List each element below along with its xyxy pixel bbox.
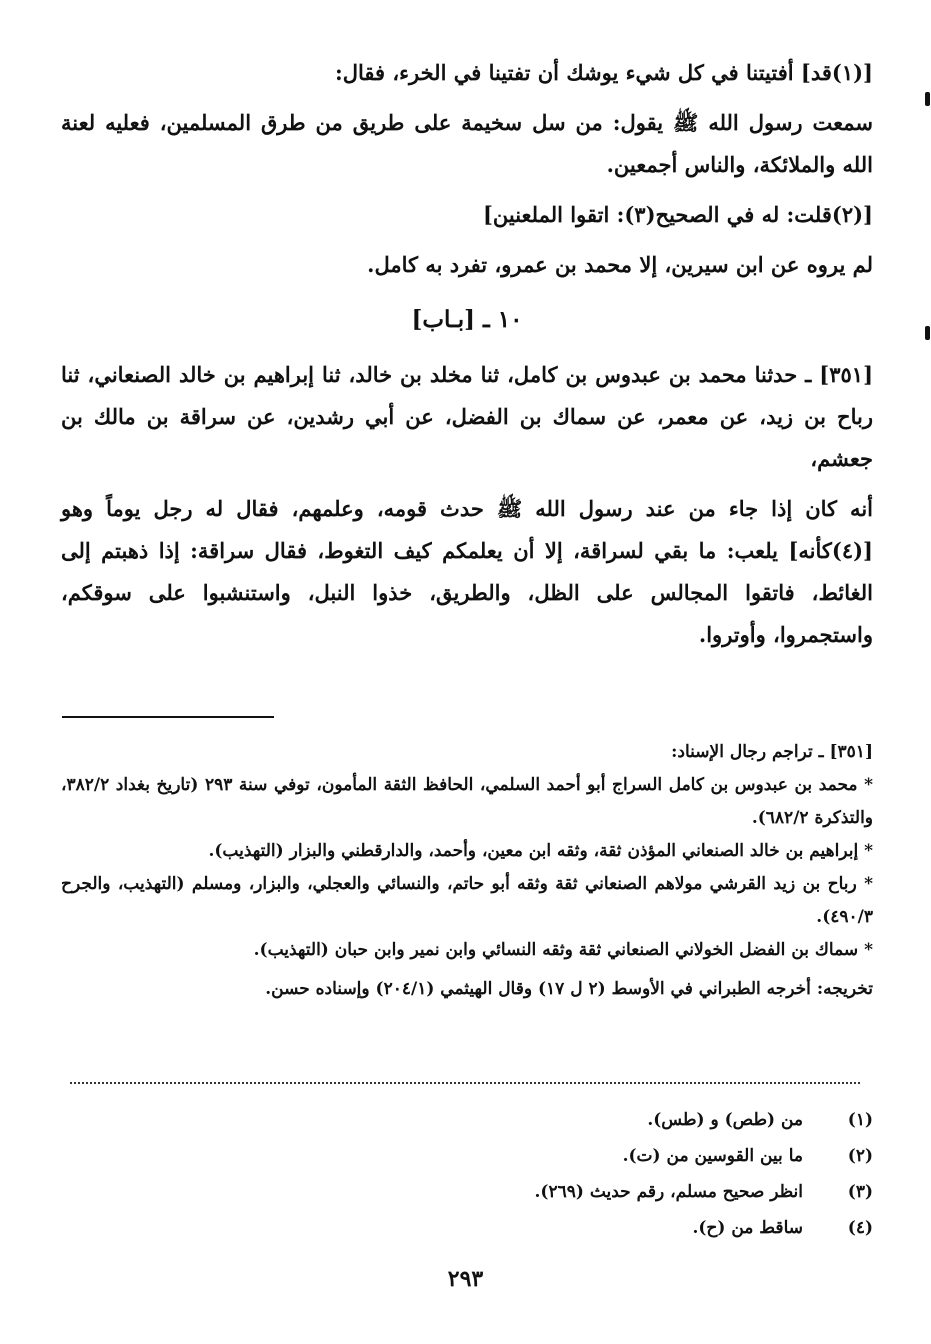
note-item: * رباح بن زيد القرشي مولاهم الصنعاني ثقة وثقه أبو حاتم، والنسائي والعجلي، والبزار، ومسلم (التهذيب، والجرح ٤٩٠/٣). — [61, 874, 873, 927]
chapter-heading: ١٠ ـ [بـاب] — [411, 306, 523, 333]
footnote-text: انظر صحيح مسلم، رقم حديث (٢٦٩). — [534, 1182, 803, 1202]
note-item: * إبراهيم بن خالد الصنعاني المؤذن ثقة، وثقه ابن معين، وأحمد، والدارقطني والبزار (التهذيب). — [208, 841, 873, 861]
paragraph-sahih-note: [(٢)قلت: له في الصحيح(٣): اتقوا الملعنين] — [482, 202, 873, 227]
paragraph-fatwa: [(١)قد] أفتيتنا في كل شيء يوشك أن تفتينا في الخرء، فقال: — [335, 60, 873, 85]
footnote-row — [61, 1174, 873, 1210]
paragraph-hadith-text: سمعت رسول الله ﷺ يقول: من سل سخيمة على طريق من طرق المسلمين، فعليه لعنة الله والملائكة، والناس أجمعين. — [61, 110, 873, 177]
note-item: * سماك بن الفضل الخولاني الصنعاني ثقة وثقه النسائي وابن نمير وابن حبان (التهذيب). — [253, 940, 873, 960]
footnotes — [61, 1102, 873, 1246]
paragraph-isnad — [61, 354, 873, 480]
margin-mark-top — [925, 92, 930, 106]
margin-mark-middle — [925, 326, 930, 340]
footnote-text: ما بين القوسين من (ت). — [622, 1146, 803, 1166]
footnote-text: ساقط من (ح). — [692, 1218, 803, 1238]
footnotes-divider — [70, 1082, 860, 1084]
isnad-text: حدثنا محمد بن عبدوس بن كامل، ثنا مخلد بن خالد، ثنا إبراهيم بن خالد الصنعاني، ثنا رباح بن زيد، عن معمر، عن سماك بن الفضل، عن أبي رشدين، عن سراقة بن مالك بن جعشم، — [61, 362, 873, 471]
footnote-row — [61, 1102, 873, 1138]
page-number: ٢٩٣ — [447, 1266, 484, 1292]
paragraph-tafarrud: لم يروه عن ابن سيرين، إلا محمد بن عمرو، تفرد به كامل. — [367, 252, 873, 277]
footnote-row — [61, 1138, 873, 1174]
main-text — [61, 52, 873, 656]
narrator-notes — [61, 736, 873, 1006]
notes-title: [٣٥١] ـ تراجم رجال الإسناد: — [671, 742, 873, 762]
notes-divider — [62, 716, 274, 718]
footnote-number: (١) — [847, 1110, 873, 1130]
paragraph-matn: أنه كان إذا جاء من عند رسول الله ﷺ حدث قومه، وعلمهم، فقال له رجل يوماً وهو [(٤)كأنه] يلعب: ما بقي لسراقة، إلا أن يعلمكم كيف التغوط، فقال سراقة: إذا ذهبتم إلى الغائط، فاتقوا المجالس على الظل، والطريق، خذوا النبل، واستنشبوا على سوقكم، واستجمروا، وأوتروا. — [61, 496, 873, 647]
footnote-number: (٢) — [847, 1146, 873, 1166]
takhrij-note: تخريجه: أخرجه الطبراني في الأوسط (٢ ل ١٧) وقال الهيثمي (٢٠٤/١) وإسناده حسن. — [265, 979, 873, 999]
note-item: * محمد بن عبدوس بن كامل السراج أبو أحمد السلمي، الحافظ الثقة المأمون، توفي سنة ٢٩٣ (تاريخ بغداد ٣٨٢/٢، والتذكرة ٦٨٢/٢). — [61, 775, 873, 828]
footnote-number: (٣) — [847, 1182, 873, 1202]
footnote-text: من (طص) و (طس). — [647, 1110, 803, 1130]
hadith-number: [٣٥١] ـ — [805, 362, 873, 387]
footnote-row — [61, 1210, 873, 1246]
footnote-number: (٤) — [847, 1218, 873, 1238]
